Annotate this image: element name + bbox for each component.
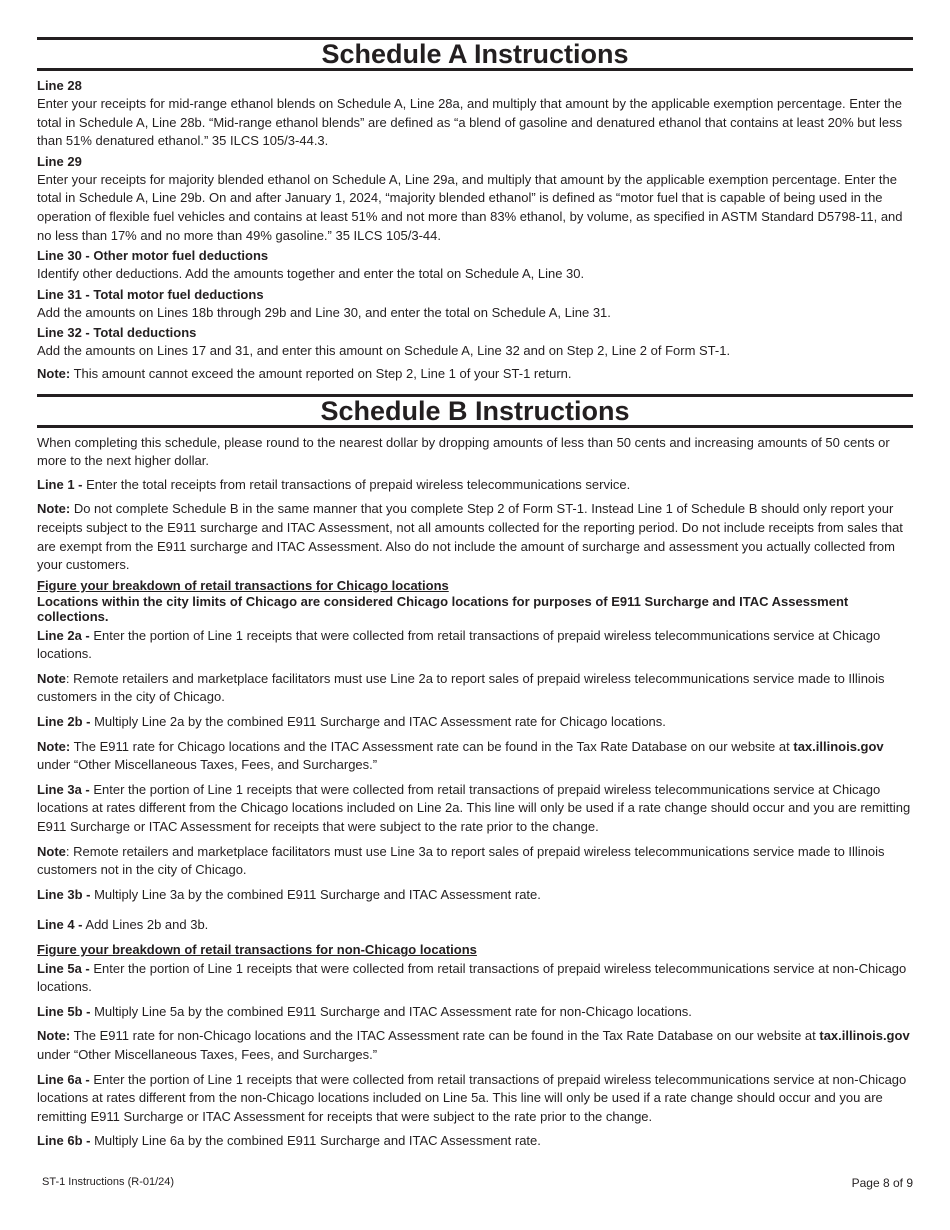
- chicago-heading: Figure your breakdown of retail transactions for Chicago locations: [37, 577, 449, 593]
- line-1-text: Enter the total receipts from retail transactions of prepaid wireless telecommunications service.: [82, 476, 631, 492]
- line-3a-label: Line 3a -: [37, 781, 90, 797]
- line-4-text: Add Lines 2b and 3b.: [82, 917, 209, 933]
- note-3a: [37, 843, 913, 880]
- line-3b: [37, 886, 913, 905]
- line-4-label: Line 4 -: [37, 917, 83, 933]
- line-6a: [37, 1071, 913, 1127]
- form-identifier: ST-1 Instructions (R-01/24): [42, 1176, 175, 1188]
- line-2a-text: Enter the portion of Line 1 receipts that were collected from retail transactions of prepaid wireless telecommunications service at Chicago locations.: [37, 627, 881, 662]
- note-5b-label: Note:: [37, 1028, 71, 1044]
- line-1-label: Line 1 -: [37, 476, 83, 492]
- line-31-heading: Line 31 - Total motor fuel deductions: [37, 286, 264, 302]
- schedule-a-note: [37, 365, 913, 384]
- line-2a-label: Line 2a -: [37, 627, 90, 643]
- line-5b: [37, 1003, 913, 1022]
- schedule-b-intro: When completing this schedule, please round to the nearest dollar by dropping amounts of less than 50 cents and increasing amounts of 50 cents or more to the next higher dollar.: [37, 434, 890, 469]
- line-3b-label: Line 3b -: [37, 886, 91, 902]
- line-2b-label: Line 2b -: [37, 714, 91, 730]
- note-2a-label: Note: [37, 670, 66, 686]
- line-3b-text: Multiply Line 3a by the combined E911 Surcharge and ITAC Assessment rate.: [90, 886, 541, 902]
- note-5b-tail: under “Other Miscellaneous Taxes, Fees, and Surcharges.”: [37, 1046, 378, 1062]
- note-3a-text: : Remote retailers and marketplace facilitators must use Line 3a to report sales of prepaid wireless telecommunications service made to Illinois customers not in the city of Chicago.: [37, 843, 885, 878]
- line-30-text: Identify other deductions. Add the amounts together and enter the total on Schedule A, Line 30.: [37, 266, 585, 282]
- non-chicago-heading: Figure your breakdown of retail transactions for non-Chicago locations: [37, 942, 477, 957]
- line-6a-text: Enter the portion of Line 1 receipts that were collected from retail transactions of prepaid wireless telecommunications service at non-Chicago locations at rates different from the non-Chicago locations included on Line 5a. This line will only be used if a rate change should occur and you are remitting E911 Surcharge or ITAC Assessment for receipts that were subject to the rate prior to the change.: [37, 1071, 907, 1124]
- note-text: This amount cannot exceed the amount reported on Step 2, Line 1 of your ST-1 return.: [70, 365, 572, 381]
- note-1-label: Note:: [37, 501, 71, 517]
- line-6b: [37, 1132, 913, 1151]
- chicago-subheading: Locations within the city limits of Chicago are considered Chicago locations for purposes of E911 Surcharge and ITAC Assessment collections.: [37, 593, 849, 625]
- schedule-a-title: Schedule A Instructions: [37, 37, 913, 71]
- note-2b-website: tax.illinois.gov: [793, 738, 884, 754]
- schedule-a-body: [37, 77, 913, 384]
- note-2b: [37, 738, 913, 775]
- line-5a-text: Enter the portion of Line 1 receipts that were collected from retail transactions of prepaid wireless telecommunications service at non-Chicago locations.: [37, 960, 907, 995]
- line-4: [37, 916, 913, 935]
- line-5b-text: Multiply Line 5a by the combined E911 Surcharge and ITAC Assessment rate for non-Chicago locations.: [90, 1003, 692, 1019]
- line-2a: [37, 627, 913, 664]
- line-5b-label: Line 5b -: [37, 1003, 91, 1019]
- line-2b: [37, 713, 913, 732]
- schedule-b-body: [37, 434, 913, 1151]
- line-3a-text: Enter the portion of Line 1 receipts that were collected from retail transactions of prepaid wireless telecommunications service at Chicago locations at rates different from the Chicago locations included on Line 2a. This line will only be used if a rate change should occur and you are remitting E911 Surcharge or ITAC Assessment for receipts that were subject to the rate prior to the change.: [37, 781, 911, 835]
- note-2a: [37, 670, 913, 707]
- note-5b: [37, 1027, 913, 1064]
- line-6a-label: Line 6a -: [37, 1071, 90, 1087]
- note-2a-text: : Remote retailers and marketplace facilitators must use Line 2a to report sales of prepaid wireless telecommunications service made to Illinois customers in the city of Chicago.: [37, 670, 885, 705]
- line-6b-label: Line 6b -: [37, 1133, 91, 1149]
- note-2b-tail: under “Other Miscellaneous Taxes, Fees, and Surcharges.”: [37, 757, 378, 773]
- note-5b-website: tax.illinois.gov: [819, 1028, 910, 1044]
- line-3a: [37, 781, 913, 837]
- note-3a-label: Note: [37, 843, 66, 859]
- page-number: Page 8 of 9: [851, 1176, 913, 1190]
- note-5b-text: The E911 rate for non-Chicago locations and the ITAC Assessment rate can be found in the Tax Rate Database on our website at: [70, 1028, 820, 1044]
- note-label: Note:: [37, 365, 71, 381]
- line-32-heading: Line 32 - Total deductions: [37, 325, 197, 341]
- line-32-text: Add the amounts on Lines 17 and 31, and enter this amount on Schedule A, Line 32 and on Step 2, Line 2 of Form ST-1.: [37, 343, 731, 359]
- line-5a: [37, 960, 913, 997]
- note-1-text: Do not complete Schedule B in the same manner that you complete Step 2 of Form ST-1. Instead Line 1 of Schedule B should only report your receipts subject to the E911 surcharge and ITAC Assessment, not all amounts collected for the reporting period. Do not include receipts from sales that are exempt from the E911 surcharge and ITAC Assessment. Also do not include the amount of surcharge and assessment you actually collected from your customers.: [37, 501, 903, 573]
- line-31-text: Add the amounts on Lines 18b through 29b and Line 30, and enter the total on Schedule A, Line 31.: [37, 304, 611, 320]
- line-6b-text: Multiply Line 6a by the combined E911 Surcharge and ITAC Assessment rate.: [90, 1133, 541, 1149]
- line-30-heading: Line 30 - Other motor fuel deductions: [37, 248, 269, 264]
- line-28-text: Enter your receipts for mid-range ethanol blends on Schedule A, Line 28a, and multiply that amount by the applicable exemption percentage. Enter the total in Schedule A, Line 28b. “Mid-range ethanol blends” are defined as “a blend of gasoline and denatured ethanol that contains at least 20% but less than 51% denatured ethanol.” 35 ILCS 105/3-44.3.: [37, 96, 903, 149]
- note-2b-text: The E911 rate for Chicago locations and the ITAC Assessment rate can be found in the Tax Rate Database on our website at: [70, 738, 794, 754]
- note-1: [37, 500, 913, 574]
- line-1: [37, 476, 913, 495]
- line-5a-label: Line 5a -: [37, 960, 90, 976]
- document-page: [37, 37, 913, 1151]
- line-28-heading: Line 28: [37, 78, 82, 93]
- line-29-text: Enter your receipts for majority blended ethanol on Schedule A, Line 29a, and multiply that amount by the applicable exemption percentage. Enter the total in Schedule A, Line 29b. On and after January 1, 2024, “majority blended ethanol” is defined as “motor fuel that is capable of being used in the operation of flexible fuel vehicles and contains at least 51% and not more than 83% ethanol, by volume, as specified in ASTM Standard D5798-11, and no less than 17% and no more than 49% gasoline.” 35 ILCS 105/3-44.: [37, 171, 903, 243]
- schedule-b-title: Schedule B Instructions: [37, 394, 913, 428]
- note-2b-label: Note:: [37, 738, 71, 754]
- line-2b-text: Multiply Line 2a by the combined E911 Surcharge and ITAC Assessment rate for Chicago locations.: [90, 714, 666, 730]
- line-29-heading: Line 29: [37, 153, 82, 169]
